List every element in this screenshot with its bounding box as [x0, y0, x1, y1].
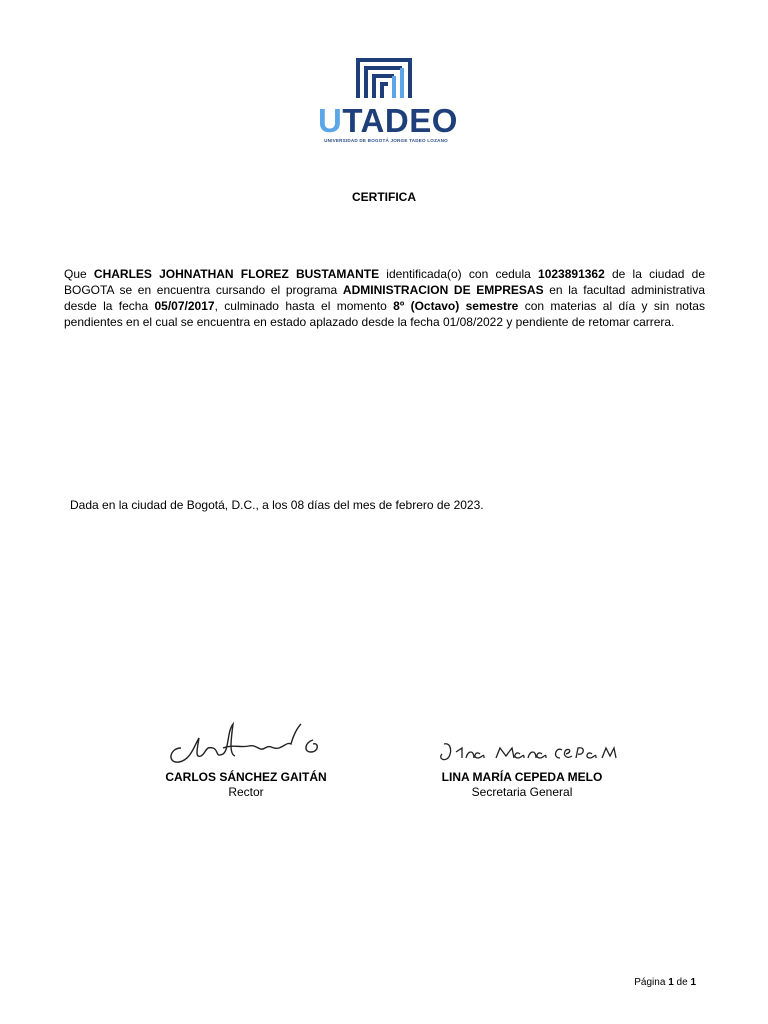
program-name: ADMINISTRACION DE EMPRESAS	[342, 283, 544, 297]
signatory-role: Secretaria General	[471, 785, 573, 799]
handwritten-signature-icon	[161, 718, 331, 770]
logo-emblem-icon	[300, 48, 470, 108]
semester: 8º (Octavo) semestre	[393, 299, 519, 313]
student-name: CHARLES JOHNATHAN FLOREZ BUSTAMANTE	[93, 267, 380, 281]
signatory-name: CARLOS SÁNCHEZ GAITÁN	[165, 770, 327, 784]
signatory-role: Rector	[228, 785, 264, 799]
document-heading: CERTIFICA	[352, 190, 416, 204]
page-counter: Página 1 de 1	[634, 977, 696, 988]
university-logo	[300, 48, 470, 158]
id-number: 1023891362	[538, 267, 605, 281]
issue-date-line: Dada en la ciudad de Bogotá, D.C., a los 08 días del mes de febrero de 2023.	[70, 498, 484, 512]
start-date: 05/07/2017	[154, 299, 215, 313]
logo-tagline: UNIVERSIDAD DE BOGOTÁ JORGE TADEO LOZANO	[324, 138, 448, 143]
signatory-name: LINA MARÍA CEPEDA MELO	[441, 770, 603, 784]
handwritten-signature-icon	[422, 718, 622, 770]
signature-block-rector	[116, 718, 376, 800]
certificate-body: Que CHARLES JOHNATHAN FLOREZ BUSTAMANTE identificada(o) con cedula 1023891362 de la ciudad de BOGOTA se en encuentra cursando el programa ADMINISTRACION DE EMPRESAS en la facultad administrativa desde la fecha 05/07/2017, culminado hasta el momento 8º (Octavo) semestre con materias al día y sin notas pendientes en el cual se encuentra en estado aplazado desde la fecha 01/08/2022 y pendiente de retomar carrera.	[64, 267, 706, 329]
signature-block-secretary	[392, 718, 652, 800]
logo-wordmark: UTADEO	[318, 102, 458, 139]
